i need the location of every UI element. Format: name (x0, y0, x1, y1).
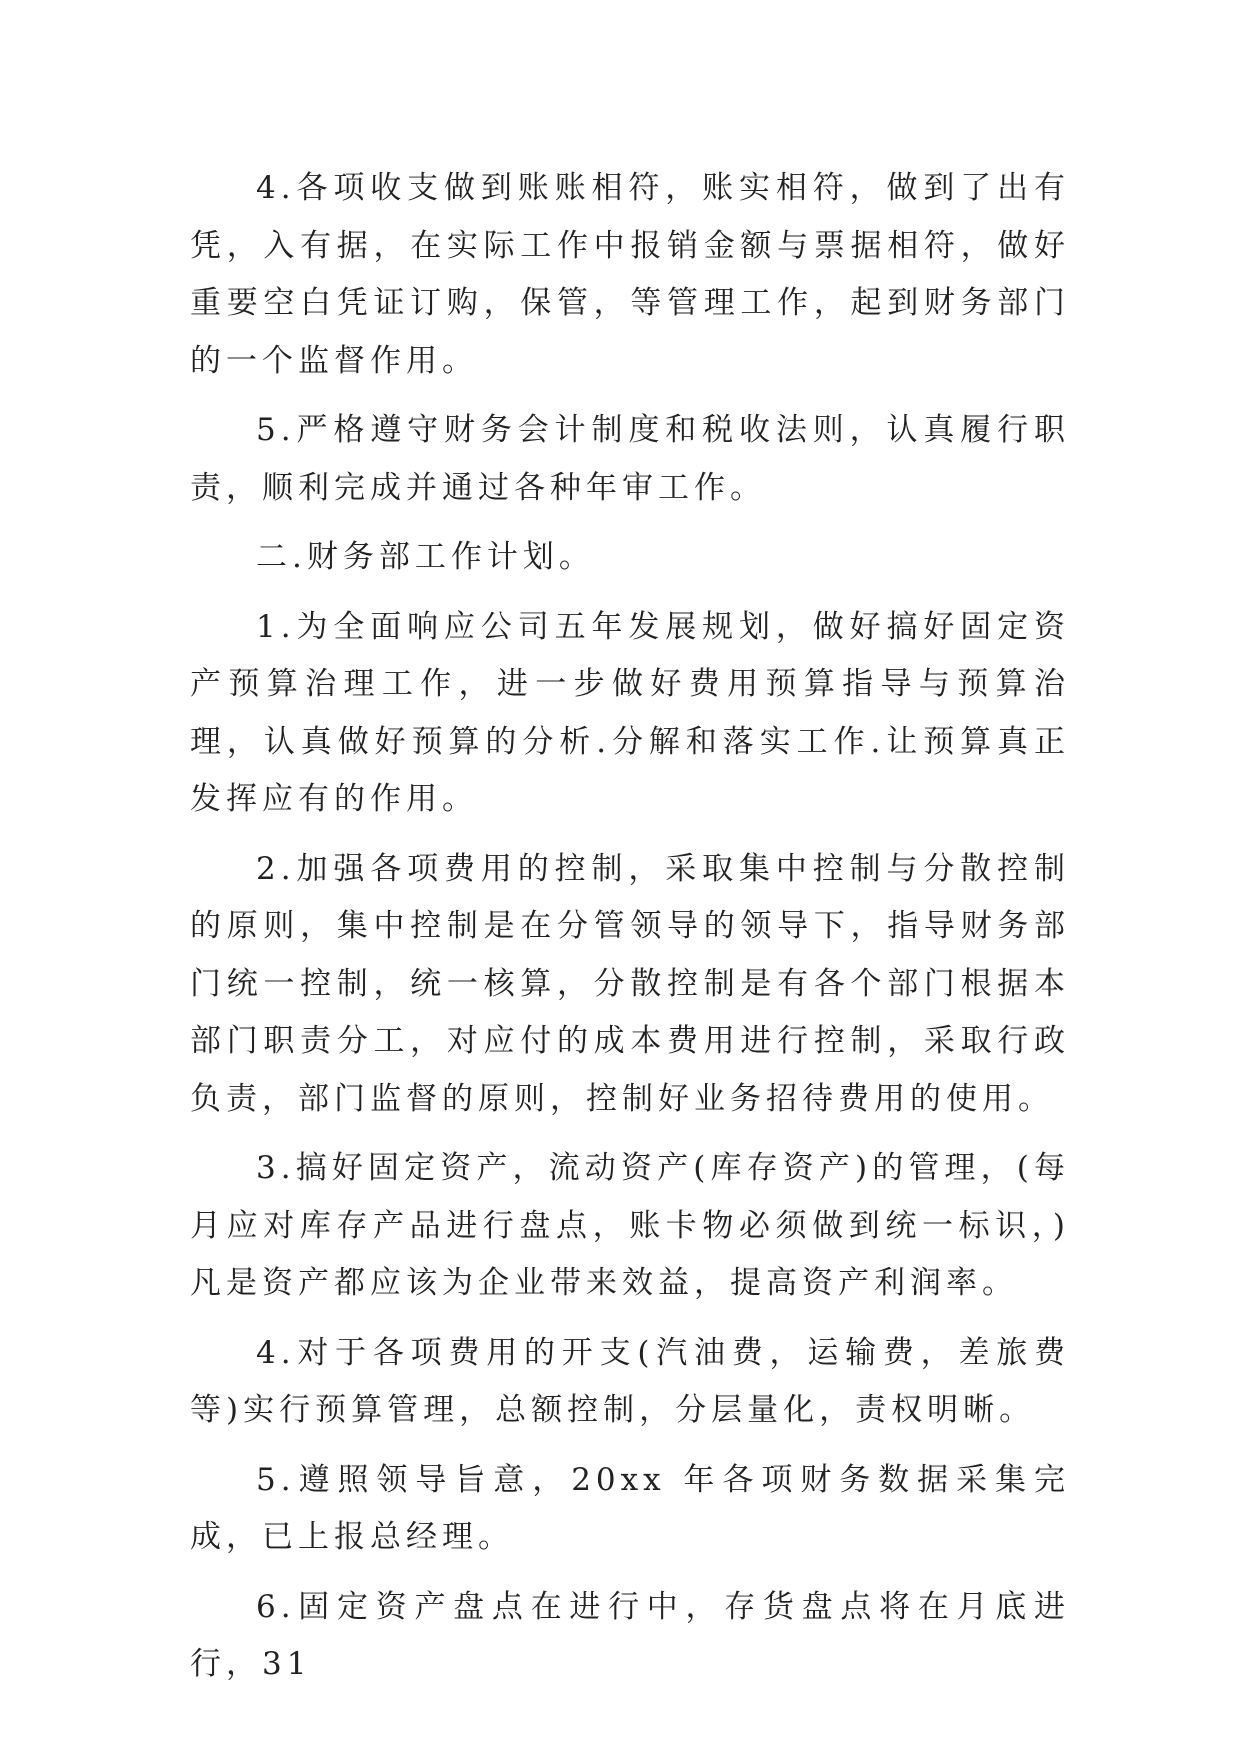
document-body (190, 160, 1070, 1694)
paragraph-asset-management: 3.搞好固定资产，流动资产(库存资产)的管理，(每月应对库存产品进行盘点，账卡物必须做到统一标识，)凡是资产都应该为企业带来效益，提高资产利润率。 (190, 1150, 1070, 1301)
paragraph-asset-inventory: 6.固定资产盘点在进行中，存货盘点将在月底进行，31 (190, 1588, 1070, 1682)
paragraph-accounting-compliance: 5.严格遵守财务会计制度和税收法则，认真履行职责，顺利完成并通过各种年审工作。 (190, 412, 1070, 506)
paragraph-expense-budgeting: 4.对于各项费用的开支(汽油费，运输费，差旅费等)实行预算管理，总额控制，分层量化，责权明晰。 (190, 1334, 1070, 1428)
section-heading-work-plan: 二.财务部工作计划。 (256, 539, 595, 575)
paragraph-data-collection: 5.遵照领导旨意，20xx 年各项财务数据采集完成，已上报总经理。 (190, 1461, 1070, 1555)
paragraph-expense-control: 2.加强各项费用的控制，采取集中控制与分散控制的原则，集中控制是在分管领导的领导下，指导财务部门统一控制，统一核算，分散控制是有各个部门根据本部门职责分工，对应付的成本费用进行控制，采取行政负责，部门监督的原则，控制好业务招待费用的使用。 (190, 850, 1070, 1117)
paragraph-budget-management: 1.为全面响应公司五年发展规划，做好搞好固定资产预算治理工作，进一步做好费用预算指导与预算治理，认真做好预算的分析.分解和落实工作.让预算真正发挥应有的作用。 (190, 608, 1070, 817)
paragraph-income-expense-reconciliation: 4.各项收支做到账账相符，账实相符，做到了出有凭，入有据，在实际工作中报销金额与票据相符，做好重要空白凭证订购，保管，等管理工作，起到财务部门的一个监督作用。 (190, 170, 1070, 379)
